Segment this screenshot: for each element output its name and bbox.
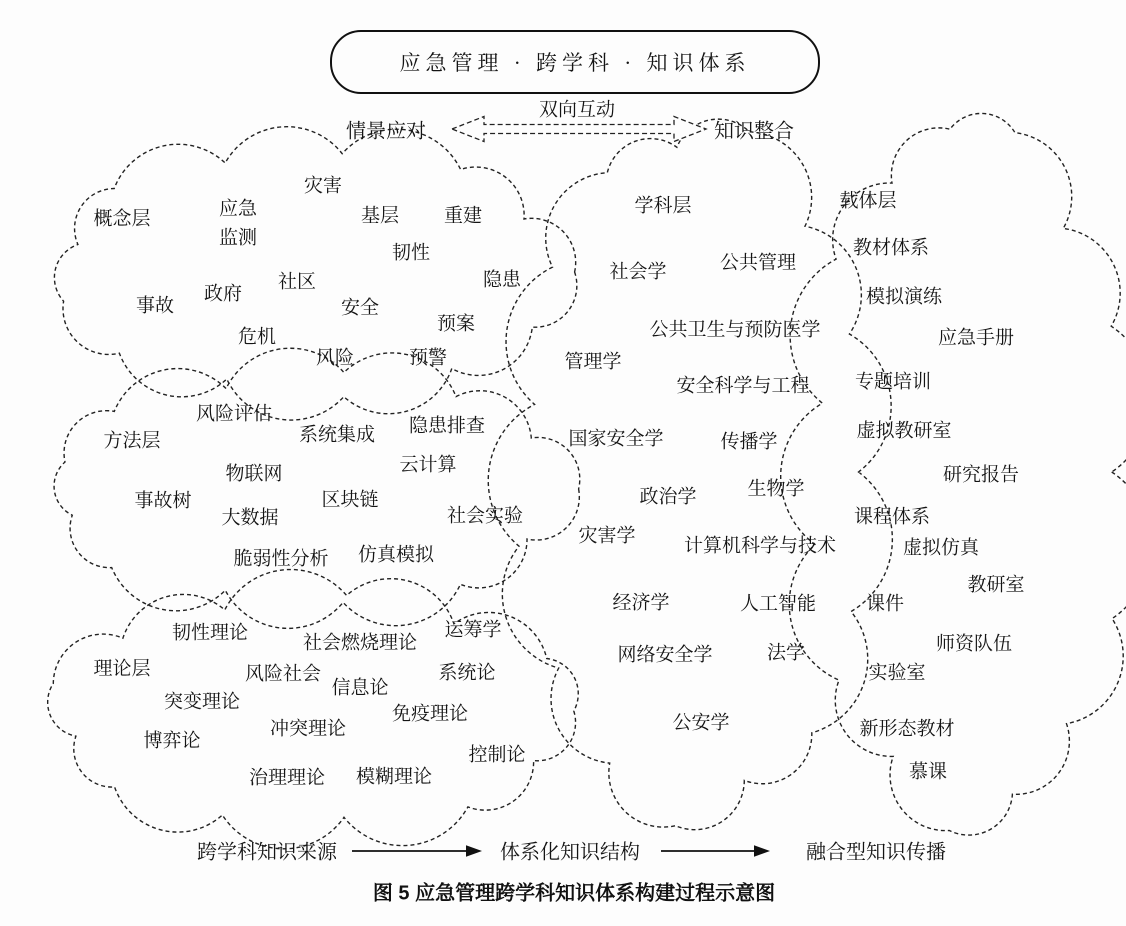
cloud-term-discipline: 安全科学与工程 <box>676 375 810 397</box>
cloud-term-concept: 基层 <box>360 205 400 227</box>
cloud-term-concept: 隐患 <box>482 269 522 291</box>
cloud-term-concept: 灾害 <box>303 175 343 197</box>
cloud-term-discipline: 政治学 <box>639 486 697 508</box>
cloud-term-method: 物联网 <box>225 463 283 485</box>
cloud-term-theory: 治理理论 <box>248 767 326 789</box>
cloud-term-method: 社会实验 <box>446 505 524 527</box>
cloud-term-theory: 冲突理论 <box>269 718 347 740</box>
flow-arrow-1 <box>352 845 482 857</box>
cloud-term-carrier: 应急手册 <box>937 327 1015 349</box>
knowledge-integration-label: 知识整合 <box>714 120 794 143</box>
cloud-term-carrier: 课程体系 <box>853 506 931 528</box>
scenario-response-label: 情景应对 <box>346 120 426 143</box>
layer-label-concept: 概念层 <box>93 208 151 230</box>
cloud-term-method: 脆弱性分析 <box>233 548 329 570</box>
cloud-term-method: 隐患排查 <box>408 415 486 437</box>
cloud-term-method: 区块链 <box>321 489 379 511</box>
cloud-term-theory: 免疫理论 <box>391 703 469 725</box>
title-box <box>330 30 820 94</box>
cloud-term-carrier: 教材体系 <box>852 237 930 259</box>
flow-arrow-2 <box>661 845 770 857</box>
cloud-term-carrier: 模拟演练 <box>865 286 943 308</box>
cloud-term-carrier: 教研室 <box>967 574 1025 596</box>
cloud-term-discipline: 人工智能 <box>739 593 817 615</box>
cloud-term-discipline: 生物学 <box>747 478 805 500</box>
cloud-term-carrier: 新形态教材 <box>859 718 955 740</box>
cloud-term-discipline: 灾害学 <box>578 525 636 547</box>
cloud-term-discipline: 法学 <box>766 642 806 664</box>
title-box-label: 应急管理 · 跨学科 · 知识体系 <box>399 51 751 75</box>
cloud-term-method: 系统集成 <box>298 424 376 446</box>
cloud-term-theory: 运筹学 <box>444 619 502 641</box>
cloud-term-concept: 应急 <box>218 198 258 220</box>
cloud-term-concept: 事故 <box>135 295 175 317</box>
cloud-term-theory: 模糊理论 <box>355 766 433 788</box>
figure-caption: 图 5 应急管理跨学科知识体系构建过程示意图 <box>372 882 776 905</box>
cloud-term-discipline: 传播学 <box>720 431 778 453</box>
cloud-term-theory: 系统论 <box>438 662 496 684</box>
cloud-term-concept: 政府 <box>203 283 243 305</box>
cloud-term-carrier: 课件 <box>865 593 905 615</box>
cloud-term-carrier: 慕课 <box>908 761 948 783</box>
cloud-term-discipline: 公共卫生与预防医学 <box>649 319 821 341</box>
cloud-term-method: 仿真模拟 <box>357 544 435 566</box>
cloud-term-carrier: 专题培训 <box>854 371 932 393</box>
cloud-term-theory: 社会燃烧理论 <box>302 632 418 654</box>
cloud-term-carrier: 研究报告 <box>942 464 1020 486</box>
cloud-term-concept: 预警 <box>408 347 448 369</box>
cloud-term-concept: 社区 <box>277 271 317 293</box>
cloud-outline-theory <box>48 570 579 849</box>
cloud-term-discipline: 社会学 <box>609 261 667 283</box>
cloud-term-discipline: 公安学 <box>672 712 730 734</box>
cloud-term-concept: 重建 <box>443 205 483 227</box>
cloud-term-theory: 风险社会 <box>244 663 322 685</box>
cloud-term-concept: 预案 <box>436 313 476 335</box>
layer-label-theory: 理论层 <box>93 658 151 680</box>
cloud-term-theory: 博弈论 <box>143 730 201 752</box>
cloud-term-method: 事故树 <box>134 490 192 512</box>
cloud-term-theory: 控制论 <box>468 744 526 766</box>
cloud-term-theory: 突变理论 <box>163 691 241 713</box>
cloud-term-method: 风险评估 <box>195 403 273 425</box>
cloud-outline-method <box>54 348 580 628</box>
cloud-term-carrier: 实验室 <box>868 662 926 684</box>
layer-label-method: 方法层 <box>103 430 161 452</box>
flow-step-source: 跨学科知识来源 <box>197 841 337 864</box>
flow-step-structure: 体系化知识结构 <box>500 841 640 864</box>
cloud-term-discipline: 管理学 <box>564 351 622 373</box>
flow-step-dissemination: 融合型知识传播 <box>806 841 946 864</box>
cloud-term-discipline: 计算机科学与技术 <box>683 535 837 557</box>
bidirectional-interaction-label: 双向互动 <box>538 99 616 121</box>
cloud-term-carrier: 师资队伍 <box>935 633 1013 655</box>
cloud-term-discipline: 国家安全学 <box>568 428 664 450</box>
cloud-term-carrier: 虚拟仿真 <box>902 537 980 559</box>
cloud-term-method: 云计算 <box>399 454 457 476</box>
cloud-term-carrier: 虚拟教研室 <box>856 420 952 442</box>
cloud-term-concept: 监测 <box>218 227 258 249</box>
cloud-term-theory: 信息论 <box>331 677 389 699</box>
layer-label-discipline: 学科层 <box>634 195 692 217</box>
cloud-term-method: 大数据 <box>221 507 279 529</box>
cloud-term-concept: 韧性 <box>391 242 431 264</box>
cloud-term-concept: 危机 <box>237 326 277 348</box>
cloud-term-discipline: 网络安全学 <box>617 644 713 666</box>
cloud-term-discipline: 经济学 <box>612 592 670 614</box>
cloud-term-concept: 安全 <box>340 297 380 319</box>
layer-label-carrier: 载体层 <box>839 190 897 212</box>
cloud-term-concept: 风险 <box>315 347 355 369</box>
cloud-term-discipline: 公共管理 <box>719 252 797 274</box>
cloud-term-theory: 韧性理论 <box>171 622 249 644</box>
